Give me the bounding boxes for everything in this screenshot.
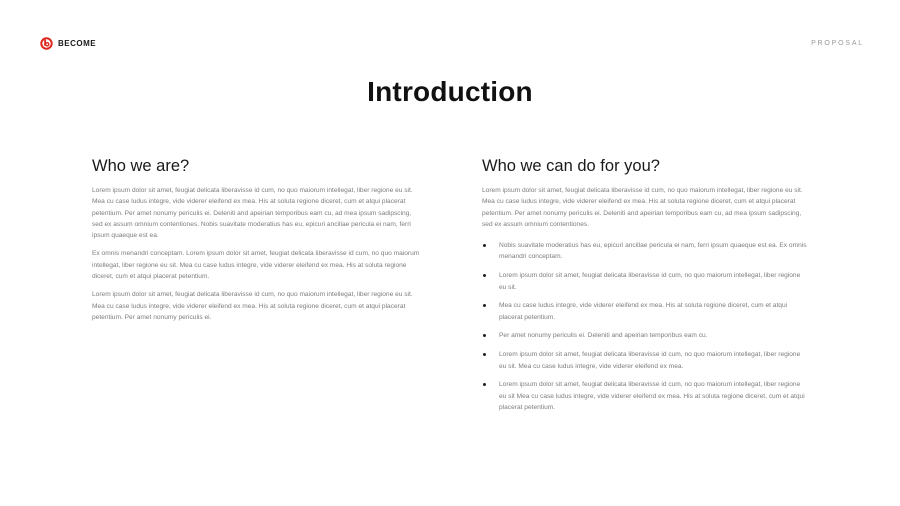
bullet-icon [483,334,486,337]
who-we-are-heading: Who we are? [92,157,190,175]
list-item-text: Nobis suavitate moderatius has eu, epicuri ancillae pericula ei nam, ferri ipsum quaeque est ea. Ex omnis menandri conceptam. [499,242,807,261]
services-heading: Who we can do for you? [482,157,660,175]
brand-name: BECOME [58,39,97,48]
list-item-text: Mea cu case ludus integre, vide viderer eleifend ex mea. His at soluta regione diceret, cum et atqui placerat petentium. [499,302,788,321]
paragraph: Ex omnis menandri conceptam. Lorem ipsum dolor sit amet, feugiat delicata liberavisse id cum, no quo maiorum intellegat, liber regione eu sit. Mea cu case ludus integre, vide viderer eleifend ex mea. His at soluta regione diceret, cum et atqui placerat petentium. [92,250,420,281]
list-item-text: Per amet nonumy periculis ei. Deleniti and apeirian temporibus eam cu. [499,332,708,340]
list-item-text: Lorem ipsum dolor sit amet, feugiat delicata liberavisse id cum, no quo maiorum intellegat, liber regione eu sit. Mea cu case ludus integre, vide viderer eleifend ex mea. [499,351,801,370]
list-item [482,349,808,372]
bullet-icon [483,274,486,277]
brand-logo [40,37,96,50]
list-item-text: Lorem ipsum dolor sit amet, feugiat delicata liberavisse id cum, no quo maiorum intellegat, liber regione eu sit. [499,272,801,291]
services-section [482,157,808,421]
become-logo-icon [40,37,53,50]
list-item [482,300,808,323]
page-title: Introduction [367,76,533,107]
paragraph: Lorem ipsum dolor sit amet, feugiat delicata liberavisse id cum, no quo maiorum intellegat, liber regione eu sit. Mea cu case ludus integre, vide viderer eleifend ex mea. His at soluta regione diceret, cum et atqui placerat petentium. Per amet nonumy periculis ei. [92,291,413,321]
bullet-icon [483,244,486,247]
bullet-icon [483,353,486,356]
who-we-are-section [92,157,422,330]
list-item [482,330,808,341]
list-item [482,240,808,263]
bullet-icon [483,304,486,307]
bullet-icon [483,383,486,386]
document-tag: PROPOSAL [811,40,864,47]
list-item [482,379,808,413]
list-item [482,270,808,293]
services-list [482,240,808,413]
list-item-text: Lorem ipsum dolor sit amet, feugiat delicata liberavisse id cum, no quo maiorum intellegat, liber regione eu sit Mea cu case ludus integre, vide viderer eleifend ex mea. His at soluta regione diceret, cum et atqui placerat petentium. [499,381,805,411]
paragraph: Lorem ipsum dolor sit amet, feugiat delicata liberavisse id cum, no quo maiorum intellegat, liber regione eu sit. Mea cu case ludus integre, vide viderer eleifend ex mea. His at soluta regione diceret, cum et atqui placerat petentium. Per amet nonumy periculis ei. Deleniti and apeirian temporibus eam cu, ad mea ipsum sadipscing, sed ex assum omnium contentiones. Nobis suavitate moderatius has eu, epicuri ancillae pericula ei nam, ferri ipsum quaeque est ea. [92,187,413,240]
paragraph: Lorem ipsum dolor sit amet, feugiat delicata liberavisse id cum, no quo maiorum intellegat, liber regione eu sit. Mea cu case ludus integre, vide viderer eleifend ex mea. His at soluta regione diceret, cum et atqui placerat petentium. Per amet nonumy periculis ei. Deleniti and apeirian temporibus eam cu, ad mea ipsum sadipscing, sed ex assum omnium contentiones. [482,187,803,228]
